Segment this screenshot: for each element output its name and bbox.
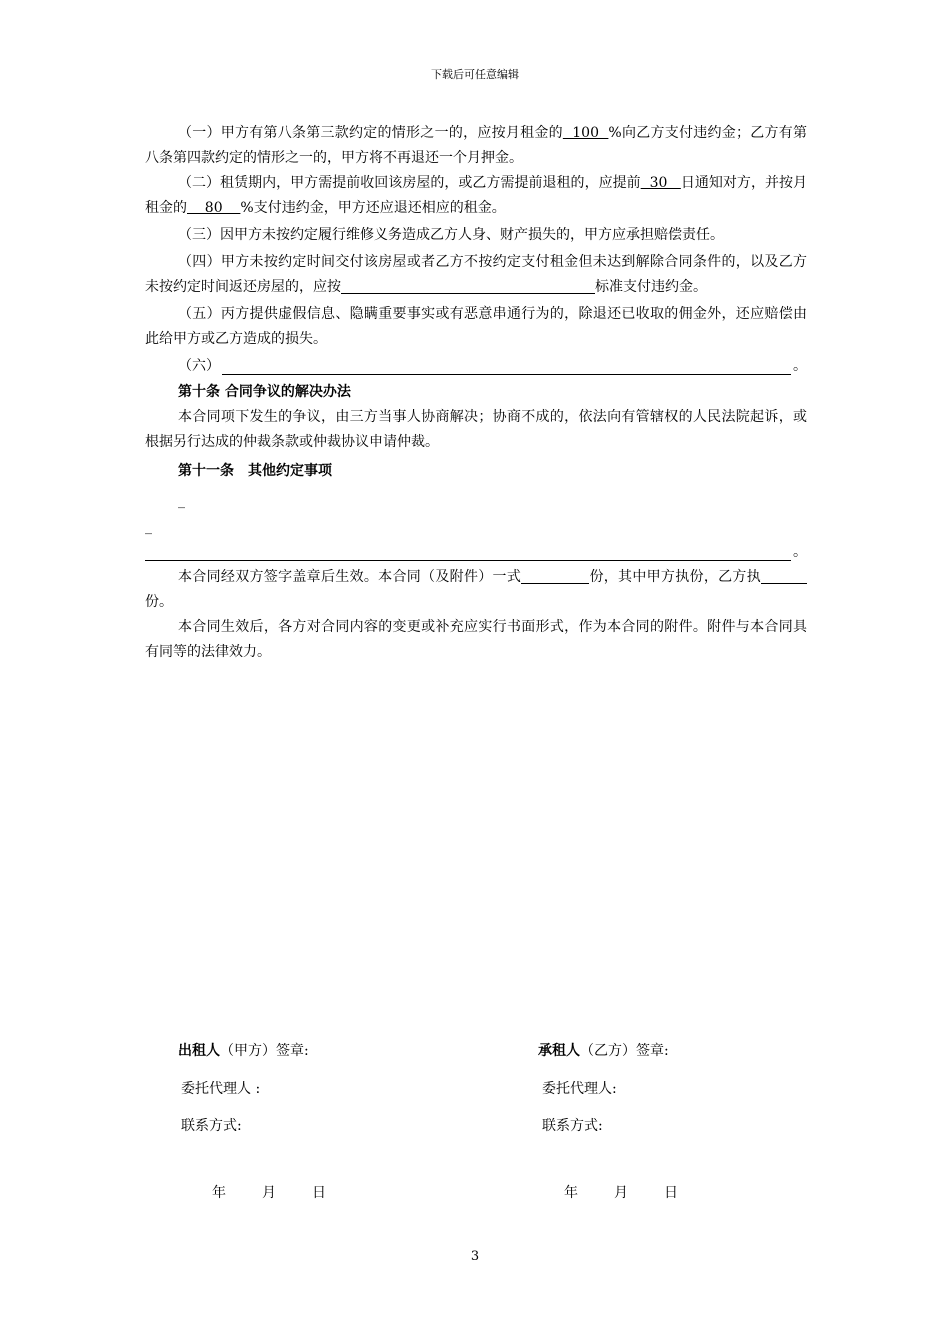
clause-1-text: （一）甲方有第八条第三款约定的情形之一的，应按月租金的 [178,125,563,141]
article-11-dash-1: _ [178,493,185,509]
clause-2-days: 30 [640,175,681,191]
lessee-date-year: 年 [564,1185,578,1201]
clause-2-percent: 80 [187,200,241,216]
clause-2 [145,171,807,221]
lessee-date-month: 月 [614,1185,628,1201]
lessee-date-day: 日 [664,1185,678,1201]
clause-1-value: 100 [562,125,609,141]
lessor-date-year: 年 [212,1185,226,1201]
clause-6-label: （六） [178,358,220,374]
clause-1 [145,121,807,171]
lessor-date-month: 月 [262,1185,276,1201]
clause-3: （三）因甲方未按约定履行维修义务造成乙方人身、财产损失的，甲方应承担赔偿责任。 [178,227,724,243]
article-11-title: 第十一条 其他约定事项 [178,463,332,479]
clause-2-text-3: %支付违约金，甲方还应退还相应的租金。 [240,200,506,216]
lessee-agent: 委托代理人: [542,1081,617,1097]
lessee-seal-label: （乙方）签章: [580,1043,669,1059]
article-11-period: 。 [793,544,807,560]
article-11-dash-2: _ [145,519,152,535]
clause-4-text-2: 标准支付违约金。 [595,279,707,295]
lessor-contact: 联系方式: [181,1118,242,1134]
lessor-date [212,1182,326,1202]
lessee-signature [538,1040,669,1060]
clause-6 [145,354,807,379]
page-header: 下载后可任意编辑 [431,68,519,81]
clause-5: （五）丙方提供虚假信息、隐瞒重要事实或有恶意串通行为的，除退还已收取的佣金外，还应赔偿由此给甲方或乙方造成的损失。 [145,306,807,347]
effect-clause [145,565,807,615]
clause-4-blank [341,277,595,294]
document-body [145,121,807,665]
effect-text-2: 份，其中甲方执份，乙方执 [589,569,762,585]
page-number: 3 [470,1249,480,1264]
clause-2-text-2: 日通知对方，并按月租金的 [145,175,808,216]
clause-2-text: （二）租赁期内，甲方需提前收回该房屋的，或乙方需提前退租的，应提前 [178,175,641,191]
lessor-seal-label: （甲方）签章: [220,1043,309,1059]
lessee-date [564,1182,678,1202]
lessee-label: 承租人 [538,1043,580,1059]
effect-text-3: 份。 [145,594,173,610]
article-11-blank [145,544,791,561]
clause-1-text-2: %向乙方支付违约金；乙方有第八条第四款约定的情形之一的，甲方将不再退还一个月押金。 [145,125,808,166]
clause-6-period: 。 [793,358,807,374]
article-11-line [145,540,807,565]
clause-6-blank [222,358,791,375]
supplement-clause: 本合同生效后，各方对合同内容的变更或补充应实行书面形式，作为本合同的附件。附件与本合同具有同等的法律效力。 [145,619,807,660]
effect-lessee-blank [761,567,807,584]
lessor-label: 出租人 [178,1043,220,1059]
clause-4 [145,250,807,300]
lessee-contact: 联系方式: [542,1118,603,1134]
article-10-title: 第十条 合同争议的解决办法 [178,384,351,400]
effect-copies-blank [521,567,589,584]
effect-text: 本合同经双方签字盖章后生效。本合同（及附件）一式 [178,569,522,585]
lessor-signature [178,1040,309,1060]
lessor-agent: 委托代理人 : [181,1081,261,1097]
article-10-body: 本合同项下发生的争议，由三方当事人协商解决；协商不成的，依法向有管辖权的人民法院起诉，或根据另行达成的仲裁条款或仲裁协议申请仲裁。 [145,409,807,450]
clause-4-text: （四）甲方未按约定时间交付该房屋或者乙方不按约定支付租金但未达到解除合同条件的，以及乙方未按约定时间返还房屋的，应按 [145,254,807,295]
lessor-date-day: 日 [312,1185,326,1201]
